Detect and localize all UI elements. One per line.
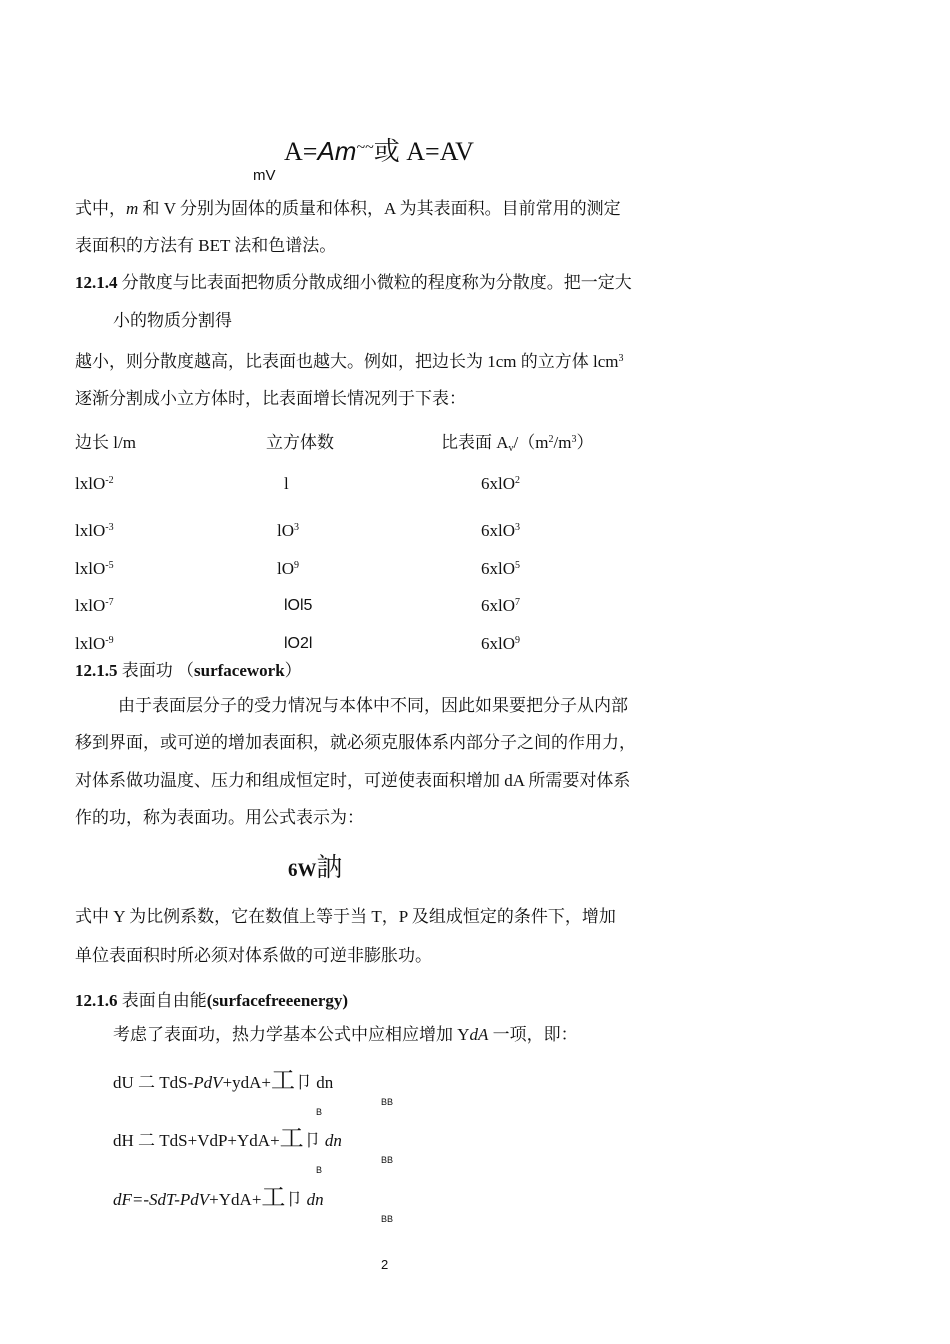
table-cell-edge: lxlO$^{-3}$: [75, 521, 114, 540]
paragraph-line: [75, 199, 621, 219]
section-heading-12-1-6: [75, 991, 348, 1011]
formula-part: 訥: [316, 853, 343, 882]
table-cell-edge: lxlO$^{-2}$: [75, 474, 114, 493]
section-heading-12-1-4: [75, 273, 632, 293]
table-cell-area: 6xlO$^3$: [481, 521, 520, 540]
text: 和 V 分别为固体的质量和体积，A 为其表面积。目前常用的测定: [138, 199, 621, 218]
table-header-area: [441, 433, 593, 453]
section-heading-12-1-5: [75, 661, 302, 681]
formula-part: 6W: [288, 860, 317, 881]
paragraph-line: 逐渐分割成小立方体时，比表面增长情况列于下表：: [75, 389, 466, 408]
table-header-count: 立方体数: [266, 433, 334, 452]
paragraph-line: 移到界面，或可逆的增加表面积，就必须克服体系内部分子之间的作用力，: [75, 733, 636, 752]
text: 表面功 （: [117, 661, 194, 680]
text: 3: [618, 353, 624, 364]
formula-part: ~~: [356, 139, 374, 156]
equation-subscript: B: [316, 1165, 323, 1175]
formula-part: 或 A=AV: [373, 137, 474, 166]
text: /（m: [513, 433, 549, 452]
table-cell-count: lOl5: [284, 597, 313, 614]
section-number: 12.1.4: [75, 273, 118, 292]
text: 越小，则分散度越高，比表面也越大。例如，把边长为 1cm 的立方体 lcm: [75, 352, 619, 371]
table-cell-area: 6xlO$^9$: [481, 634, 520, 653]
text: (surfacefreeenergy): [206, 991, 349, 1010]
section-number: 12.1.5: [75, 661, 118, 680]
table-cell-edge: lxlO$^{-7}$: [75, 596, 114, 615]
text: 比表面 A: [441, 433, 509, 452]
text: 3: [571, 434, 577, 445]
text: 考虑了表面功，热力学基本公式中应相应增加 Y: [113, 1025, 470, 1044]
paragraph-line: 作的功，称为表面功。用公式表示为：: [75, 808, 364, 827]
table-cell-area: 6xlO$^5$: [481, 559, 520, 578]
paragraph-line: 表面积的方法有 BET 法和色谱法。: [75, 236, 337, 255]
text: surfacework: [194, 661, 285, 680]
formula-area-definition: [284, 136, 474, 167]
equation-internal-energy: dU 二 TdS-PdV+ydA+工卩 dn: [113, 1068, 334, 1094]
equation-subscript: BB: [381, 1155, 394, 1165]
paragraph-line: 式中 Y 为比例系数，它在数值上等于当 T，P 及组成恒定的条件下，增加: [75, 907, 616, 926]
text: v: [508, 443, 514, 454]
text: /m: [553, 433, 572, 452]
equation-subscript: BB: [381, 1097, 394, 1107]
table-cell-edge: lxlO$^{-5}$: [75, 559, 114, 578]
paragraph-line: [75, 352, 624, 372]
table-cell-count: l: [284, 474, 289, 493]
equation-subscript: B: [316, 1107, 323, 1117]
table-cell-edge: lxlO$^{-9}$: [75, 634, 114, 653]
text: ）: [284, 661, 302, 680]
formula-part: Am: [317, 136, 357, 166]
paragraph-line: [113, 1025, 578, 1045]
text: 2: [548, 434, 554, 445]
table-header-edge: 边长 l/m: [75, 433, 136, 452]
text: m: [126, 199, 139, 218]
paragraph-line: 对体系做功温度、压力和组成恒定时，可逆使表面积增加 dA 所需要对体系: [75, 771, 631, 790]
table-cell-count: $lO^3$: [277, 521, 299, 540]
table-cell-area: 6xlO$^7$: [481, 596, 520, 615]
text: 分散度与比表面把物质分散成细小微粒的程度称为分散度。把一定大: [117, 273, 632, 292]
formula-subscript: mV: [253, 167, 276, 184]
equation-enthalpy: dH 二 TdS+VdP+YdA+工卩 dn: [113, 1126, 342, 1152]
text: 式中，: [75, 199, 126, 218]
paragraph-line: 由于表面层分子的受力情况与本体中不同，因此如果要把分子从内部: [118, 696, 628, 715]
equation-helmholtz: dF=-SdT-PdV+YdA+工卩 dn: [113, 1185, 324, 1211]
text: 表面自由能: [117, 991, 207, 1010]
equation-subscript: BB: [381, 1214, 394, 1224]
formula-part: A=: [284, 137, 318, 166]
section-number: 12.1.6: [75, 991, 118, 1010]
paragraph-line: 小的物质分割得: [113, 311, 232, 330]
page-number: 2: [381, 1257, 389, 1272]
text: dA: [469, 1025, 489, 1044]
formula-surface-work: [288, 853, 343, 886]
text: ）: [576, 433, 594, 452]
table-cell-area: 6xlO$^2$: [481, 474, 520, 493]
table-cell-count: lO2l: [284, 635, 313, 652]
table-cell-count: $lO^9$: [277, 559, 299, 578]
paragraph-line: 单位表面积时所必须对体系做的可逆非膨胀功。: [75, 946, 432, 965]
text: 一项，即：: [488, 1025, 578, 1044]
